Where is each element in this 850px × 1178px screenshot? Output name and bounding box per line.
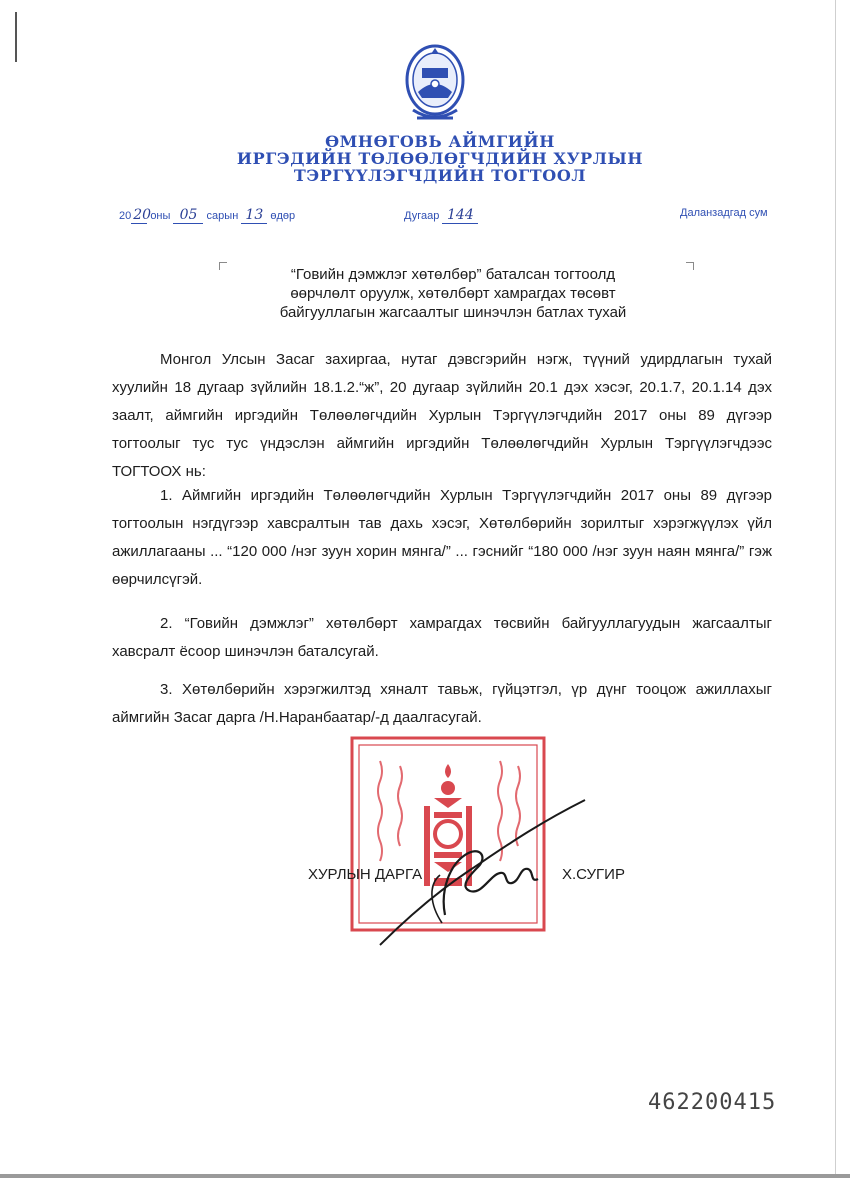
issuing-authority-header [200,133,680,184]
signatory-title: ХУРЛЫН ДАРГА [308,866,423,883]
scan-edge-bottom [0,1174,850,1178]
scan-edge-mark [15,12,17,62]
signatory-name: Х.СУГИР [562,866,625,883]
header-line-3: ТЭРГҮҮЛЭГЧДИЙН ТОГТООЛ [293,166,587,185]
year-label: оны [150,210,171,222]
subject-corner-right [686,262,694,270]
preamble-paragraph: Монгол Улсын Засаг захиргаа, нутаг дэвсгэрийн нэгж, түүний удирдлагын тухай хуулийн 18 дугаар зүйлийн 18.1.2.“ж”, 20 дугаар зүйлийн 20.1 дэх хэсэг, 20.1.7, 20.1.14 дэх заалт, аймгийн иргэдийн Төлөөлөгчдийн Хурлын Тэргүүлэгчдийн 2017 оны 89 дүгээр тогтоолыг тус тус үндэслэн аймгийн иргэдийн Төлөөлөгчдийн Хурлын Тэргүүлэгчдээс ТОГТООХ нь: [112,351,772,480]
issue-place: Даланзадгад сум [680,207,768,219]
state-emblem-icon [404,40,466,128]
header-line-1: ӨМНӨГОВЬ АЙМГИЙН [325,132,555,151]
decree-number [404,207,478,224]
document-serial-number: 462200415 [648,1090,777,1115]
header-line-2: ИРГЭДИЙН ТӨЛӨӨЛӨГЧДИЙН ХУРЛЫН [236,149,644,168]
month-handwritten: 05 [179,207,198,223]
scan-edge-right [835,0,836,1178]
number-label: Дугаар [404,210,440,222]
year-prefix: 20 [119,210,132,222]
subject-line-2: өөрчлөлт оруулж, хөтөлбөрт хамрагдах төсөвт [290,285,616,302]
resolution-item-3: 3. Хөтөлбөрийн хэрэгжилтэд хяналт тавьж, гүйцэтгэл, үр дүнг тооцож ажиллахыг аймгийн Засаг дарга /Н.Наранбаатар/-д даалгасугай. [112,681,772,726]
month-label: сарын [206,210,239,222]
day-handwritten: 13 [245,207,264,223]
resolution-item-2: 2. “Говийн дэмжлэг” хөтөлбөрт хамрагдах төсвийн байгууллагуудын жагсаалтыг хавсралт ёсоор шинэчлэн баталсугай. [112,615,772,660]
subject-line-1: “Говийн дэмжлэг хөтөлбөр” баталсан тогтоолд [290,266,616,283]
subject-line-3: байгууллагын жагсаалтыг шинэчлэн батлах тухай [279,304,627,321]
number-handwritten: 144 [447,207,474,223]
year-handwritten: 20 [133,207,152,223]
decree-date [119,207,295,224]
decree-subject [220,265,686,322]
day-label: өдөр [270,210,296,222]
resolution-item-1: 1. Аймгийн иргэдийн Төлөөлөгчдийн Хурлын Тэргүүлэгчдийн 2017 оны 89 дүгээр тогтоолын нэгдүгээр хавсралтын тав дахь хэсэг, Хөтөлбөрийн зорилтыг хэрэгжүүлэх үйл ажиллагааны ... “120 000 /нэг зуун хорин мянга/” ... гэснийг “180 000 /нэг зуун наян мянга/” гэж өөрчилсүгэй. [112,487,772,588]
